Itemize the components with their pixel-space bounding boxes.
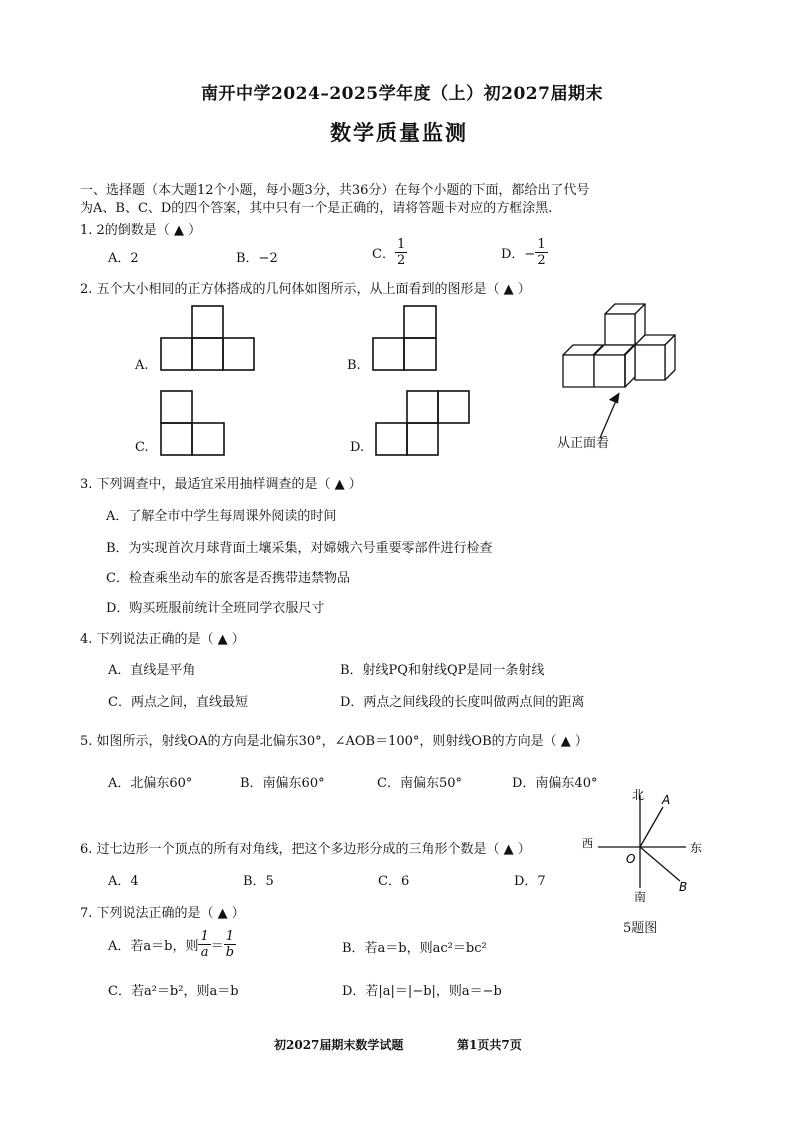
q5-west-label: 西 [582,837,593,850]
q5-direction-figure [578,783,708,903]
q2-view-label: 从正面看 [557,436,610,451]
q5-figure-caption: 5题图 [623,921,658,936]
q1-option-c-numerator: 1 [396,237,406,252]
q2-cube-solid-figure [560,300,690,450]
q7-option-a-numerator-2: 1 [225,929,235,944]
q4-option-a: A．直线是平角 [108,663,196,678]
q1-option-d [501,238,548,267]
q4-option-d: D．两点之间线段的长度叫做两点间的距离 [340,695,585,710]
q4-option-c: C．两点之间，直线最短 [108,695,248,710]
q1-option-c-denominator: 2 [396,253,406,268]
q1-option-c [372,238,407,267]
q5-option-d: D．南偏东40° [512,776,598,791]
q7-option-a-equals: ＝ [210,939,224,954]
q5-point-b-label: B [679,880,688,894]
q2-option-b-figure [372,305,438,371]
q5-north-label: 北 [632,788,645,802]
q6-option-b: B．5 [243,874,274,889]
q5-option-a: A．北偏东60° [108,776,193,791]
q7-option-a-numerator-1: 1 [200,929,209,944]
q2-option-a-label: A. [135,358,149,373]
q2-option-d-label: D. [350,440,365,455]
q6-stem: 6. 过七边形一个顶点的所有对角线，把这个多边形分成的三角形个数是（ ▲ ） [80,842,531,857]
q2-option-c-figure [160,390,226,456]
q2-option-d-figure [375,390,471,456]
q7-option-d: D．若|a|＝|−b|，则a＝−b [342,984,502,999]
q5-east-label: 东 [690,841,703,855]
q5-point-o-label: O [626,852,636,866]
q5-ray-ob [640,847,680,881]
exam-title: 南开中学2024–2025学年度（上）初2027届期末 [201,84,603,104]
q2-option-c-label: C. [135,440,149,455]
section-intro-line1: 一、选择题（本大题12个小题，每小题3分，共36分）在每个小题的下面，都给出了代号 [80,183,590,198]
q1-option-d-label: D．− [501,247,536,262]
q1-option-d-denominator: 2 [537,253,546,268]
q3-option-d: D．购买班服前统计全班同学衣服尺寸 [106,601,325,616]
q5-option-c: C．南偏东50° [377,776,462,791]
section-intro-line2: 为A、B、C、D的四个答案，其中只有一个是正确的，请将答题卡对应的方框涂黑. [80,201,553,216]
q7-option-a-denominator-2: b [225,945,235,960]
q1-option-c-label: C． [372,247,395,262]
q3-option-c: C．检查乘坐动车的旅客是否携带违禁物品 [106,571,350,586]
q4-option-b: B．射线PQ和射线QP是同一条射线 [340,663,545,678]
q6-option-a: A．4 [108,874,139,889]
q1-option-d-numerator: 1 [537,237,546,252]
q6-option-d: D．7 [514,874,546,889]
footer-page-number: 第1页共7页 [457,1038,522,1052]
q5-point-a-label: A [662,793,671,807]
q1-option-b: B．−2 [236,251,278,266]
q5-option-b: B．南偏东60° [240,776,325,791]
q5-south-label: 南 [634,890,647,903]
exam-subtitle: 数学质量监测 [330,120,468,145]
q1-option-a: A．2 [108,251,139,266]
q3-option-b: B．为实现首次月球背面土壤采集，对嫦娥六号重要零部件进行检查 [106,541,493,556]
q2-stem: 2. 五个大小相同的正方体搭成的几何体如图所示，从上面看到的图形是（ ▲ ） [80,282,531,297]
q1-stem: 1. 2的倒数是（ ▲ ） [80,223,202,238]
q7-option-a-denominator-1: a [200,945,209,960]
q7-option-b: B．若a＝b，则ac²＝bc² [342,941,487,956]
q5-ray-oa [640,807,663,847]
q7-option-a [108,930,236,959]
q7-stem: 7. 下列说法正确的是（ ▲ ） [80,906,245,921]
q6-option-c: C．6 [378,874,410,889]
q5-stem: 5. 如图所示，射线OA的方向是北偏东30°，∠AOB＝100°，则射线OB的方向是（ ▲ ） [80,734,588,749]
q3-stem: 3. 下列调查中，最适宜采用抽样调查的是（ ▲ ） [80,477,362,492]
q4-stem: 4. 下列说法正确的是（ ▲ ） [80,632,245,647]
q3-option-a: A．了解全市中学生每周课外阅读的时间 [106,509,337,524]
q2-option-b-label: B. [347,358,361,373]
footer-exam-name: 初2027届期末数学试题 [274,1038,404,1052]
q2-option-a-figure [160,305,256,371]
q7-option-a-prefix: A．若a＝b，则 [108,939,199,954]
q7-option-c: C．若a²＝b²，则a＝b [108,984,239,999]
